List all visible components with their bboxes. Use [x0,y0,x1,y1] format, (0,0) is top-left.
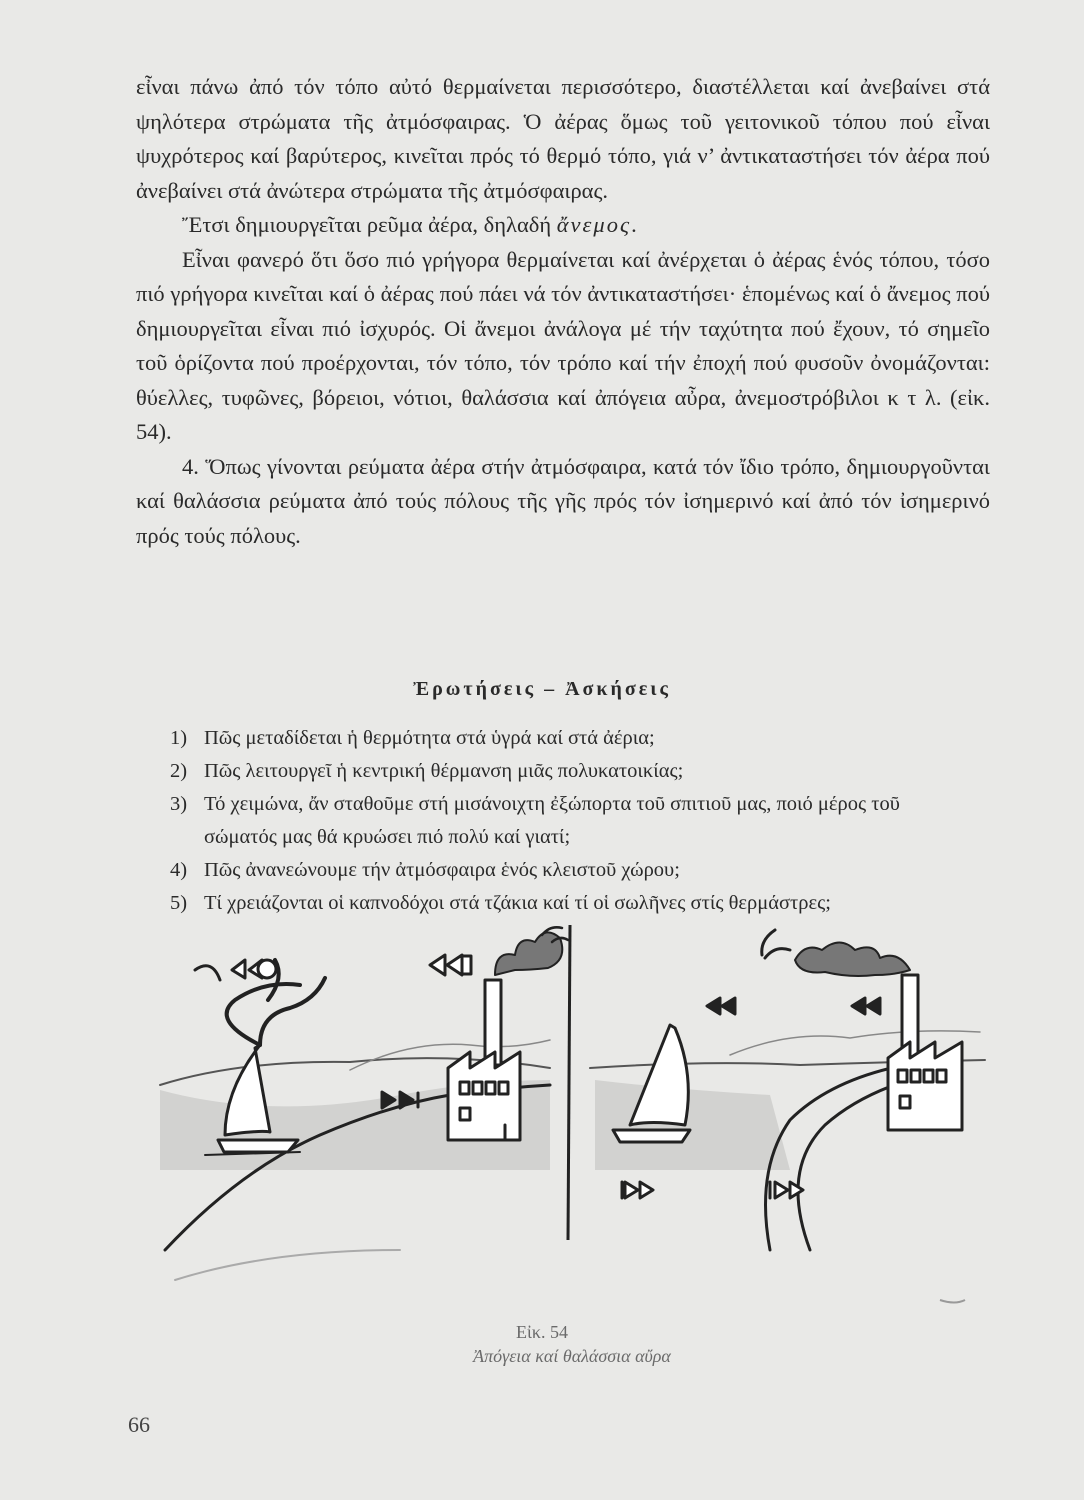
exercises-heading: Ἐρωτήσεις – Ἀσκήσεις [413,678,671,700]
factory-icon [888,975,962,1130]
paragraph-1: εἶναι πάνω ἀπό τόν τόπο αὐτό θερμαίνεται περισσότερο, διαστέλλεται καί ἀνεβαίνει στά ψηλότερα στρώματα τῆς ἀτμόσφαιρας. Ὁ ἀέρας ὅμως τοῦ γειτονικοῦ τόπου πού εἶναι ψυχρότερος καί βαρύτερος, κινεῖται πρός τό θερμό τόπο, γιά ν’ ἀντικαταστήσει τόν ἀέρα πού ἀνεβαίνει στά ἀνώτερα στρώματα τῆς ἀτμόσφαιρας. [136,74,990,203]
exercise-number: 4) [170,859,188,881]
term-anemos: ἄνεμος [556,212,632,237]
panel-divider [568,925,570,1240]
paragraph-4: 4. Ὅπως γίνονται ρεύματα ἀέρα στήν ἀτμόσφαιρα, κατά τόν ἴδιο τρόπο, δημιουργοῦνται καί θαλάσσια ρεύματα ἀπό τούς πόλους τῆς γῆς πρός τόν ἰσημερινό καί ἀπό τόν ἰσημερινό πρός τούς πόλους. [136,453,990,548]
exercise-text: Πῶς ἀνανεώνουμε τήν ἀτμόσφαιρα ἑνός κλειστοῦ χώρου; [204,859,680,881]
exercise-number: 1) [170,727,188,749]
body-text [136,70,990,553]
paragraph-2-text: Ἔτσι δημιουργεῖται ρεῦμα ἀέρα, δηλαδή [182,212,552,237]
figure-number: Εἰκ. 54 [516,1322,568,1342]
wind-arrows-bottom [622,1182,803,1198]
exercise-item [170,722,970,755]
exercise-text: Πῶς μεταδίδεται ἡ θερμότητα στά ὑγρά καί στά ἀέρια; [204,727,655,749]
exercise-text: Τό χειμώνα, ἄν σταθοῦμε στή μισάνοιχτη ἐξώπορτα τοῦ σπιτιοῦ μας, ποιό μέρος τοῦ σώματός μας θά κρυώσει πιό πολύ καί γιατί; [204,793,900,848]
exercise-item [170,887,970,920]
exercise-number: 5) [170,892,188,914]
paragraph-2: Ἔτσι δημιουργεῖται ρεῦμα ἀέρα, δηλαδή ἄνεμος. [182,212,637,237]
factory-smoke [495,927,568,975]
left-panel-sea-breeze [160,927,568,1280]
exercise-text: Πῶς λειτουργεῖ ἡ κεντρική θέρμανση μιᾶς πολυκατοικίας; [204,760,684,782]
right-panel-land-breeze [590,930,985,1250]
page-number: 66 [128,1412,150,1437]
exercise-item [170,788,970,854]
factory-smoke [762,930,910,976]
exercise-number: 3) [170,793,188,815]
corner-smudge [940,1300,965,1303]
land-sea-breeze-illustration [150,920,990,1320]
sailboat-icon [205,1045,300,1155]
paragraph-3: Εἶναι φανερό ὅτι ὅσο πιό γρήγορα θερμαίνεται καί ἀνέρχεται ὁ ἀέρας ἑνός τόπου, τόσο πιό γρήγορα κινεῖται καί ὁ ἀέρας πού πάει νά τόν ἀντικαταστήσει· ἑπομένως καί ὁ ἄνεμος πού δημιουργεῖται εἶναι πιό ἰσχυρός. Οἱ ἄνεμοι ἀνάλογα μέ τήν ταχύτητα πού ἔχουν, τό σημεῖο τοῦ ὁρίζοντα πού προέρχονται, τόν τόπο, τόν τρόπο καί τήν ἐποχή πού φυσοῦν ὀνομάζονται: θύελλες, τυφῶνες, βόρειοι, νότιοι, θαλάσσια καί ἀπόγεια αὖρα, ἀνεμοστρόβιλοι κ τ λ. (εἰκ. 54). [136,246,990,444]
wind-arrows-top-left [195,955,471,980]
exercise-list [170,722,970,920]
exercise-text: Τί χρειάζονται οἱ καπνοδόχοι στά τζάκια καί τί οἱ σωλῆνες στίς θερμάστρες; [204,892,831,914]
sea-area-right [595,1080,790,1170]
exercise-number: 2) [170,760,188,782]
factory-icon [448,980,520,1140]
shore-shading [175,1250,400,1280]
hills-right [730,1031,980,1055]
exercise-item [170,755,970,788]
figure-caption: Ἀπόγεια καί θαλάσσια αὔρα [473,1346,671,1366]
exercise-item [170,854,970,887]
wind-arrows-land-to-sea [707,998,880,1014]
